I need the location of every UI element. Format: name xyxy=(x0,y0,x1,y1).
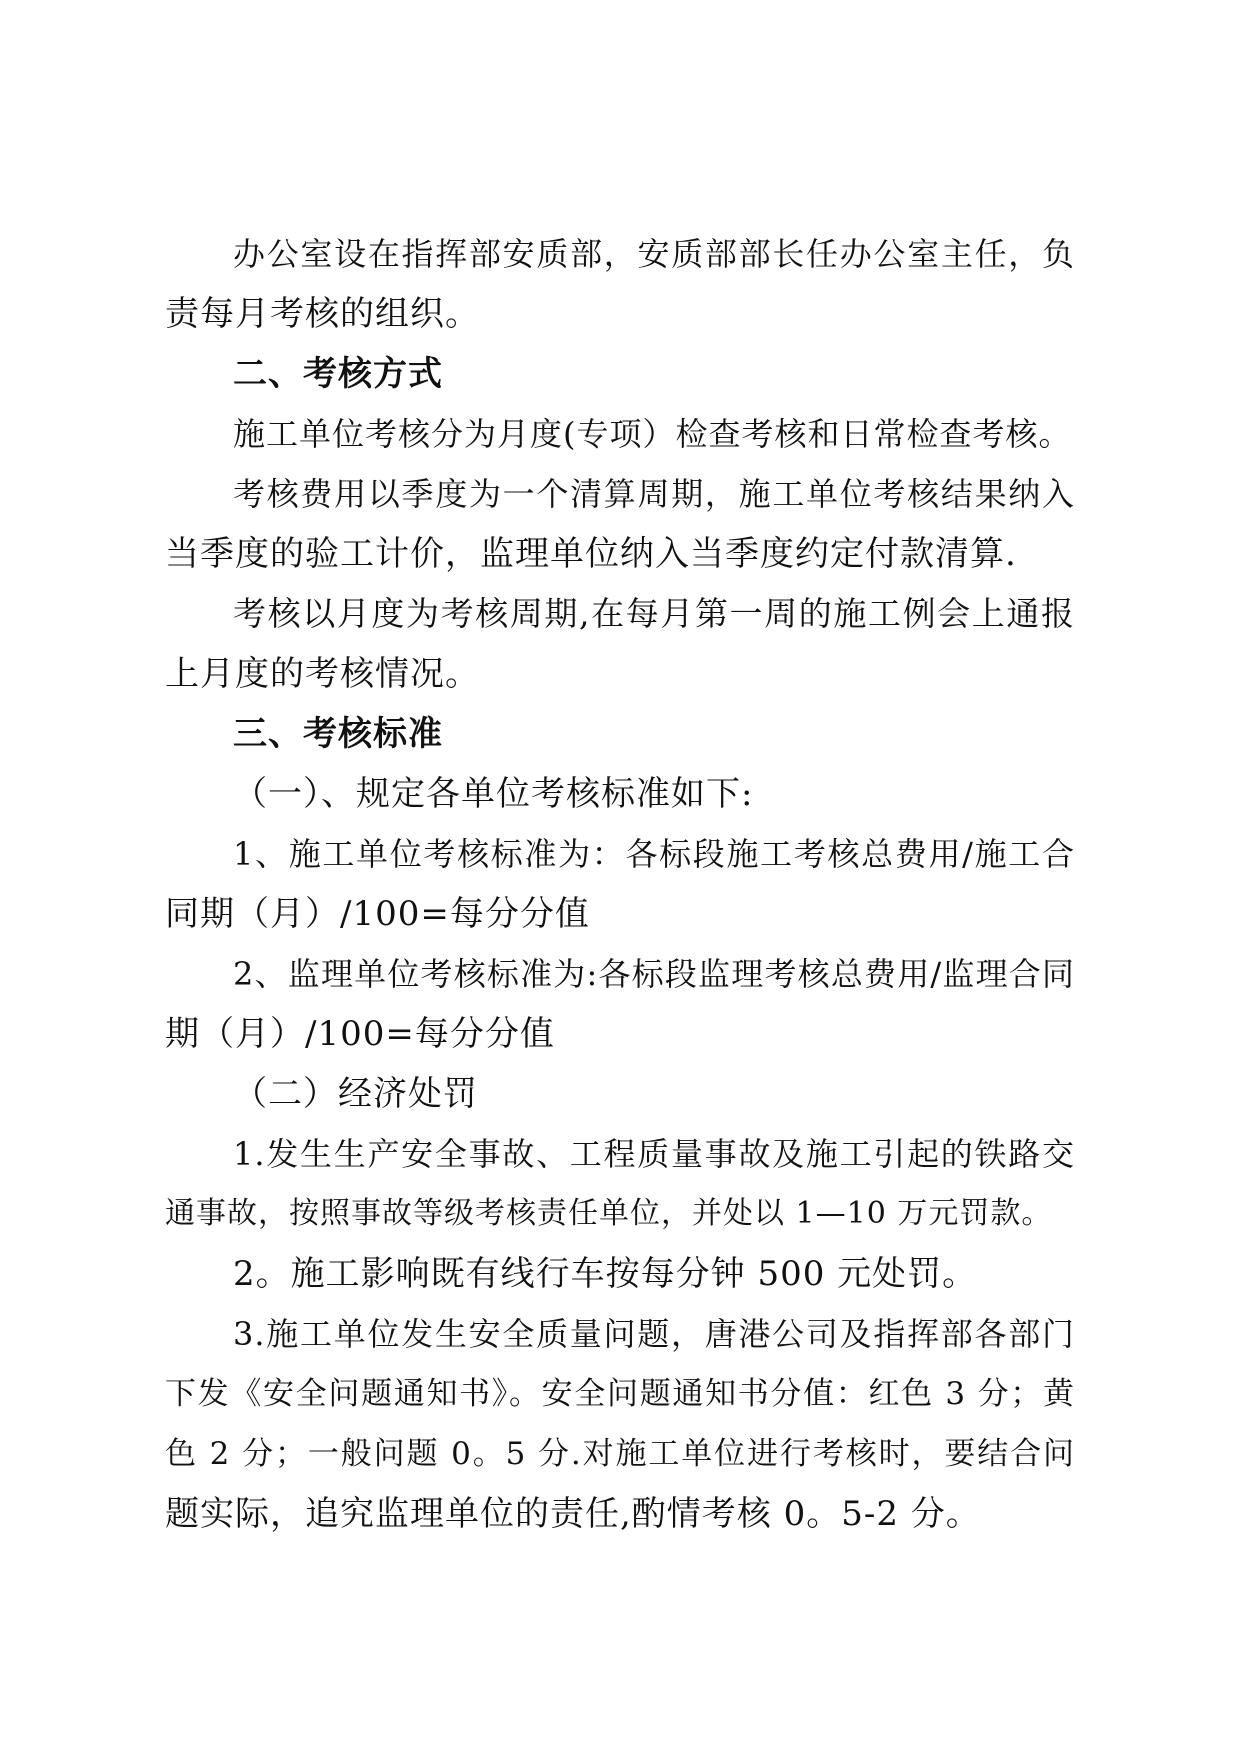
paragraph-line: 期（月）/100=每分分值 xyxy=(165,1014,555,1054)
document-body xyxy=(165,224,1075,1544)
subsection-heading: （二）经济处罚 xyxy=(233,1074,478,1114)
paragraph-line: 责每月考核的组织。 xyxy=(165,294,480,334)
paragraph-line: 上月度的考核情况。 xyxy=(165,654,480,694)
paragraph-line: 2。施工影响既有线行车按每分钟 500 元处罚。 xyxy=(233,1254,978,1294)
paragraph-line: 1.发生生产安全事故、工程质量事故及施工引起的铁路交 xyxy=(233,1135,1075,1173)
paragraph-line: 色 2 分；一般问题 0。5 分.对施工单位进行考核时，要结合问 xyxy=(165,1436,1075,1472)
paragraph-line: 2、监理单位考核标准为:各标段监理考核总费用/监理合同 xyxy=(233,955,1075,993)
paragraph-line: 3.施工单位发生安全质量问题，唐港公司及指挥部各部门 xyxy=(233,1315,1075,1353)
paragraph-line: 题实际，追究监理单位的责任,酌情考核 0。5-2 分。 xyxy=(165,1494,981,1534)
section-heading: 二、考核方式 xyxy=(233,354,443,394)
paragraph-line: 同期（月）/100=每分分值 xyxy=(165,894,590,934)
paragraph-line: 通事故，按照事故等级考核责任单位，并处以 1—10 万元罚款。 xyxy=(165,1196,1053,1231)
paragraph-line: 1、施工单位考核标准为：各标段施工考核总费用/施工合 xyxy=(233,835,1075,873)
paragraph-line: 下发《安全问题通知书》。安全问题通知书分值：红色 3 分；黄 xyxy=(165,1376,1075,1412)
paragraph-line: 办公室设在指挥部安质部，安质部部长任办公室主任，负 xyxy=(233,235,1075,273)
paragraph-line: 施工单位考核分为月度(专项）检查考核和日常检查考核。 xyxy=(233,415,1072,453)
paragraph-line: 考核以月度为考核周期,在每月第一周的施工例会上通报 xyxy=(233,594,1075,633)
subsection-heading: （一）、规定各单位考核标准如下: xyxy=(233,774,754,814)
section-heading: 三、考核标准 xyxy=(233,714,443,754)
paragraph-line: 考核费用以季度为一个清算周期，施工单位考核结果纳入 xyxy=(233,475,1075,513)
paragraph-line: 当季度的验工计价，监理单位纳入当季度约定付款清算. xyxy=(165,534,1017,574)
